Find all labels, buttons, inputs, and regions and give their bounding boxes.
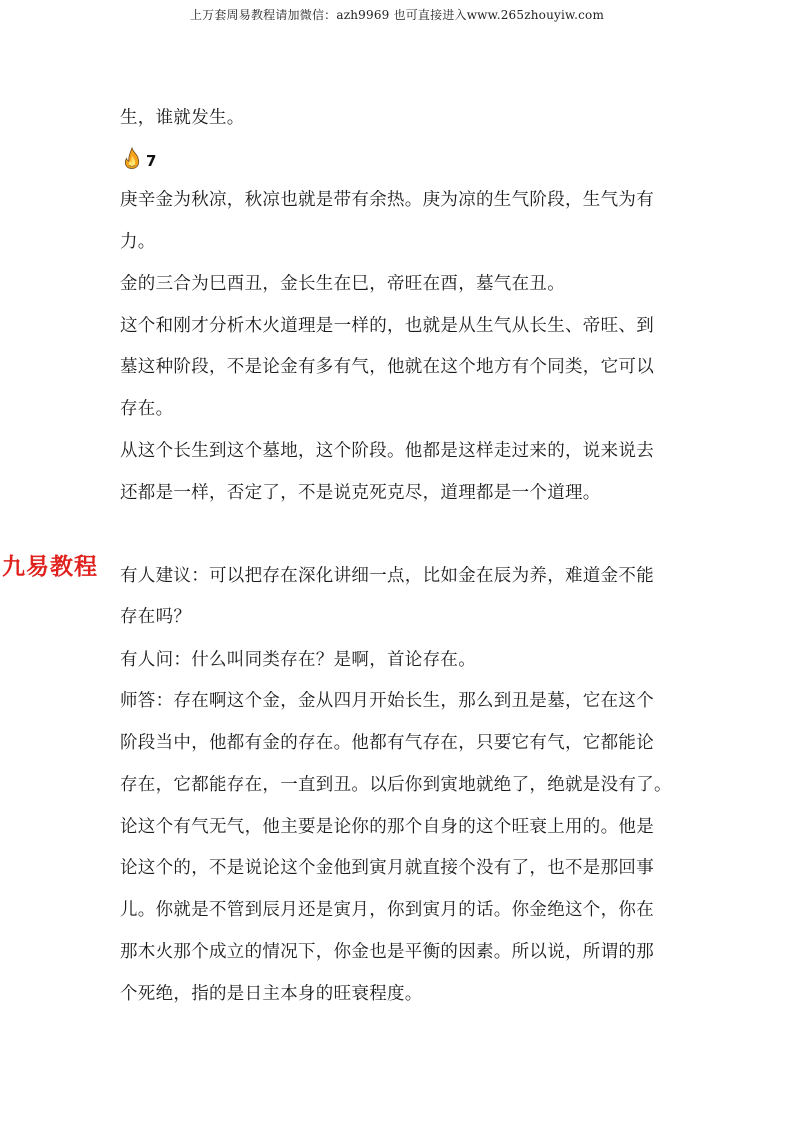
text-line: 那木火那个成立的情况下，你金也是平衡的因素。所以说，所谓的那 (120, 942, 654, 962)
text-line: 力。 (120, 232, 156, 252)
fire-emoji-icon (120, 146, 144, 170)
text-line: 墓这种阶段，不是论金有多有气，他就在这个地方有个同类，它可以 (120, 357, 654, 377)
text-line: 有人问：什么叫同类存在？是啊，首论存在。 (120, 650, 476, 670)
text-line: 存在，它都能存在，一直到丑。以后你到寅地就绝了，绝就是没有了。 (120, 775, 672, 795)
section-marker (120, 146, 156, 170)
watermark-logo: 九易教程 (2, 554, 98, 580)
text-line: 这个和刚才分析木火道理是一样的，也就是从生气从长生、帝旺、到 (120, 316, 654, 336)
text-line: 论这个有气无气，他主要是论你的那个自身的这个旺衰上用的。他是 (120, 817, 654, 837)
text-line: 庚辛金为秋凉，秋凉也就是带有余热。庚为凉的生气阶段，生气为有 (120, 190, 654, 210)
text-line: 师答：存在啊这个金，金从四月开始长生，那么到丑是墓，它在这个 (120, 691, 654, 711)
text-line: 从这个长生到这个墓地，这个阶段。他都是这样走过来的，说来说去 (120, 441, 654, 461)
text-line: 有人建议：可以把存在深化讲细一点，比如金在辰为养，难道金不能 (120, 566, 654, 586)
text-line: 个死绝，指的是日主本身的旺衰程度。 (120, 984, 423, 1004)
section-number: 7 (146, 152, 157, 170)
text-line: 金的三合为巳酉丑，金长生在巳，帝旺在酉，墓气在丑。 (120, 274, 565, 294)
page-header: 上万套周易教程请加微信：azh9969 也可直接进入www.265zhouyiw.com (189, 8, 605, 22)
document-body (120, 0, 680, 1123)
text-line: 阶段当中，他都有金的存在。他都有气存在，只要它有气，它都能论 (120, 733, 654, 753)
text-line: 存在吗？ (120, 607, 192, 627)
text-line: 生，谁就发生。 (120, 108, 245, 128)
text-line: 还都是一样，否定了，不是说克死克尽，道理都是一个道理。 (120, 483, 601, 503)
text-line: 论这个的，不是说论这个金他到寅月就直接个没有了，也不是那回事 (120, 858, 654, 878)
text-line: 儿。你就是不管到辰月还是寅月，你到寅月的话。你金绝这个，你在 (120, 900, 654, 920)
text-line: 存在。 (120, 399, 174, 419)
